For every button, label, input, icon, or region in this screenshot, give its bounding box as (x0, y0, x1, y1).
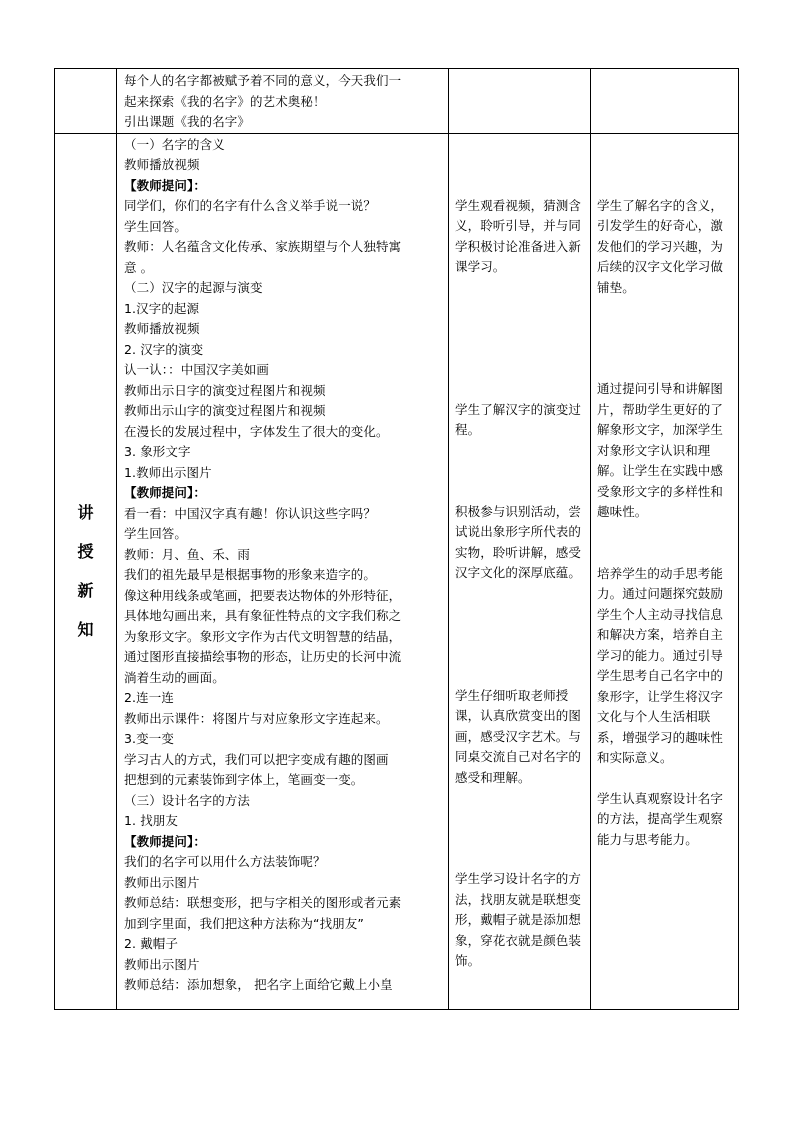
content-line: 具体地勾画出来，具有象征性特点的文字我们称之 (124, 608, 402, 623)
content-line: 教师总结：联想变形，把与字相关的图形或者元素 (124, 895, 402, 910)
section-label-char: 授 (77, 542, 94, 561)
design-intent-text: 学生认真观察设计名字的方法，提高学生观察能力与思考能力。 (597, 790, 724, 847)
lesson-plan-table (54, 68, 739, 1010)
content-cell (117, 69, 449, 134)
section-label-char: 知 (77, 620, 94, 639)
content-line: 3.变一变 (124, 731, 174, 746)
content-line: 引出课题《我的名字》 (124, 114, 251, 129)
content-line: 加到字里面，我们把这种方法称为“找朋友” (124, 915, 364, 931)
content-line: 2.连一连 (124, 690, 174, 705)
content-line: 我们的祖先最早是根据事物的形象来造字的。 (124, 567, 377, 582)
design-intent-text: 学生了解名字的含义，引发学生的好奇心，激发他们的学习兴趣，为后续的汉字文化学习做铺垫。 (597, 197, 724, 295)
student-activity-text: 学生观看视频，猜测含义，聆听引导，并与同学积极讨论准备进入新课学习。 (455, 197, 582, 274)
content-line: 1. 找朋友 (124, 813, 178, 828)
content-line: 教师出示日字的演变过程图片和视频 (124, 382, 326, 398)
design-intent-cell (591, 69, 739, 134)
design-intent-cell (591, 133, 739, 1009)
content-line: （三）设计名字的方法 (124, 792, 251, 808)
design-intent-text: 培养学生的动手思考能力。通过问题探究鼓励学生个人主动寻找信息和解决方案，培养自主学习的能力。通过引导学生思考自己名字中的象形字，让学生将汉字文化与个人生活相联系，增强学习的趣味性和实际意义。 (597, 565, 724, 765)
student-activity-text: 学生学习设计名字的方法，找朋友就是联想变形，戴帽子就是添加想象，穿花衣就是颜色装饰。 (455, 871, 582, 968)
student-activity-text: 学生了解汉字的演变过程。 (455, 401, 582, 437)
content-line: 把想到的元素装饰到字体上，笔画变一变。 (124, 772, 364, 787)
content-line: 学习古人的方式，我们可以把字变成有趣的图画 (124, 751, 389, 767)
content-line: 在漫长的发展过程中，字体发生了很大的变化。 (124, 423, 389, 439)
content-line: 为象形文字。象形文字作为古代文明智慧的结晶， (124, 628, 402, 644)
table-row (55, 133, 739, 1009)
content-line: 通过图形直接描绘事物的形态，让历史的长河中流 (124, 649, 402, 664)
content-line: 学生回答。 (124, 526, 188, 541)
content-line: 教师出示图片 (124, 956, 200, 972)
design-intent-text: 通过提问引导和讲解图片，帮助学生更好的了解象形文字，加深学生对象形文字认识和理解。让学生在实践中感受象形文字的多样性和趣味性。 (597, 381, 724, 519)
content-line: 【教师提问】： (124, 177, 206, 193)
content-line: 我们的名字可以用什么方法装饰呢？ (124, 854, 326, 869)
content-line: 2. 汉字的演变 (124, 341, 204, 357)
content-line: 教师出示图片 (124, 874, 200, 890)
content-line: 2. 戴帽子 (124, 936, 178, 951)
content-line: 1.教师出示图片 (124, 464, 212, 480)
content-line: 3. 象形文字 (124, 444, 191, 459)
student-activity-text: 积极参与识别活动，尝试说出象形字所代表的实物，聆听讲解，感受汉字文化的深厚底蕴。 (455, 503, 582, 580)
content-line: 教师出示课件：将图片与对应象形文字连起来。 (124, 710, 389, 726)
student-activity-cell (449, 69, 591, 134)
content-line: 学生回答。 (124, 218, 188, 234)
content-line: 每个人的名字都被赋予着不同的意义，今天我们一 (124, 73, 402, 88)
content-line: 认一认：：中国汉字美如画 (124, 362, 269, 377)
content-line: 看一看：中国汉字真有趣！你认识这些字吗？ (124, 505, 377, 521)
table-row (55, 69, 739, 134)
content-line: 起来探索《我的名字》的艺术奥秘！ (124, 93, 326, 109)
content-line: 教师总结：添加想象， 把名字上面给它戴上小皇 (124, 977, 393, 992)
content-line: 【教师提问】： (124, 485, 206, 500)
content-line: 1.汉字的起源 (124, 300, 200, 316)
section-cell-empty (55, 69, 117, 134)
content-line: 同学们，你们的名字有什么含义举手说一说？ (124, 198, 377, 213)
section-label-char: 讲 (77, 503, 94, 522)
content-line: （二）汉字的起源与演变 (124, 280, 263, 295)
content-line: （一）名字的含义 (124, 136, 225, 152)
content-line: 教师播放视频 (124, 157, 200, 172)
content-line: 教师播放视频 (124, 321, 200, 336)
content-line: 教师：人名蕴含文化传承、家族期望与个人独特寓 (124, 239, 402, 254)
content-line: 教师：月、鱼、禾、雨 (124, 546, 251, 562)
content-line: 淌着生动的画面。 (124, 669, 225, 685)
content-line: 像这种用线条或笔画，把要表达物体的外形特征， (124, 587, 402, 603)
content-line: 教师出示山字的演变过程图片和视频 (124, 403, 326, 418)
section-label-char: 新 (77, 581, 94, 600)
student-activity-cell (449, 133, 591, 1009)
student-activity-text: 学生仔细听取老师授课，认真欣赏变出的图画，感受汉字艺术。与同桌交流自己对名字的感受和理解。 (455, 687, 582, 785)
content-line: 【教师提问】： (124, 833, 206, 849)
content-line: 意 。 (124, 259, 154, 275)
section-label-cell (55, 133, 117, 1009)
content-cell (117, 133, 449, 1009)
